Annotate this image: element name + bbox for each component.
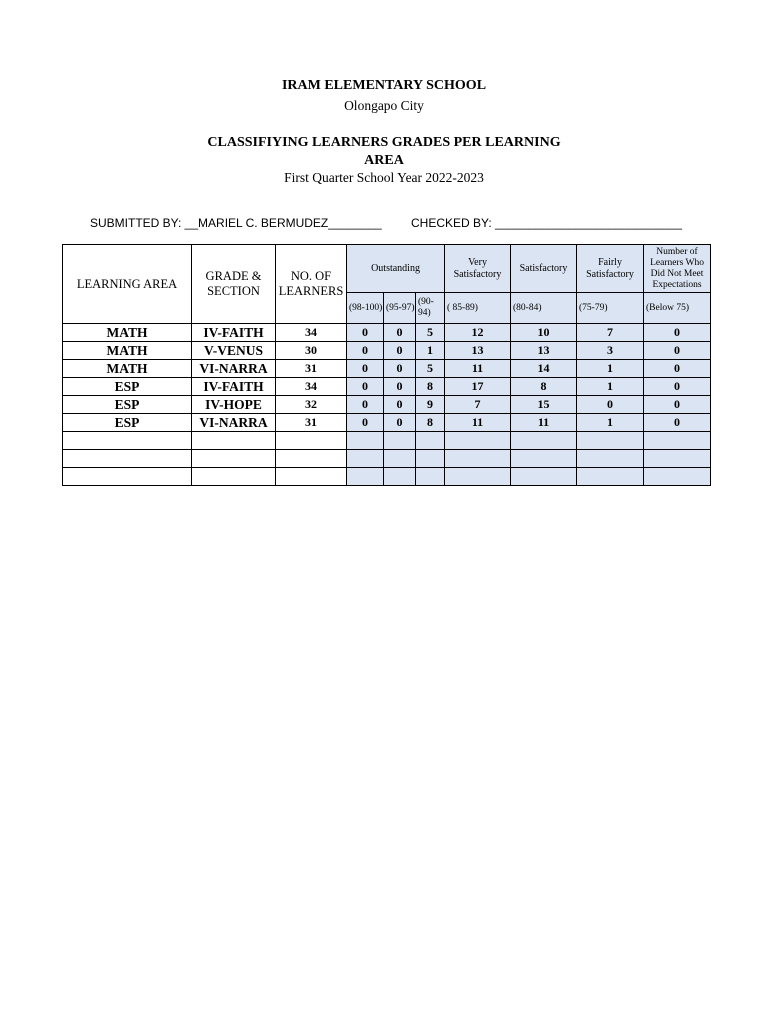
- empty-table-row: [63, 432, 711, 450]
- satisfactory-cell: 10: [511, 324, 577, 342]
- grade-section-cell: VI-NARRA: [192, 414, 276, 432]
- range-below-75: (Below 75): [644, 293, 711, 324]
- grade-section-cell: IV-FAITH: [192, 324, 276, 342]
- empty-cell: [347, 432, 384, 450]
- empty-cell: [416, 450, 445, 468]
- very-satisfactory-cell: 17: [445, 378, 511, 396]
- learning-area-cell: ESP: [63, 396, 192, 414]
- empty-cell: [276, 432, 347, 450]
- range-85-89: ( 85-89): [445, 293, 511, 324]
- empty-table-row: [63, 468, 711, 486]
- empty-cell: [63, 432, 192, 450]
- empty-cell: [577, 432, 644, 450]
- learning-area-cell: ESP: [63, 378, 192, 396]
- empty-cell: [511, 432, 577, 450]
- empty-cell: [445, 468, 511, 486]
- empty-cell: [347, 468, 384, 486]
- learners-cell: 34: [276, 378, 347, 396]
- did-not-meet-cell: 0: [644, 396, 711, 414]
- outstanding-95-97-cell: 0: [384, 324, 416, 342]
- grades-table: [62, 244, 711, 486]
- did-not-meet-cell: 0: [644, 360, 711, 378]
- range-75-79: (75-79): [577, 293, 644, 324]
- header-grade-section: GRADE & SECTION: [192, 245, 276, 324]
- empty-cell: [511, 468, 577, 486]
- empty-cell: [416, 432, 445, 450]
- empty-cell: [347, 450, 384, 468]
- report-title-line2: AREA: [364, 153, 404, 168]
- outstanding-98-100-cell: 0: [347, 360, 384, 378]
- empty-cell: [384, 450, 416, 468]
- table-row: [63, 414, 711, 432]
- did-not-meet-cell: 0: [644, 324, 711, 342]
- learning-area-cell: MATH: [63, 360, 192, 378]
- outstanding-90-94-cell: 8: [416, 414, 445, 432]
- outstanding-98-100-cell: 0: [347, 414, 384, 432]
- range-98-100: (98-100): [347, 293, 384, 324]
- outstanding-95-97-cell: 0: [384, 396, 416, 414]
- outstanding-95-97-cell: 0: [384, 360, 416, 378]
- school-city: Olongapo City: [344, 98, 424, 113]
- grade-section-cell: V-VENUS: [192, 342, 276, 360]
- empty-cell: [384, 468, 416, 486]
- very-satisfactory-cell: 7: [445, 396, 511, 414]
- empty-cell: [276, 468, 347, 486]
- satisfactory-cell: 11: [511, 414, 577, 432]
- fairly-satisfactory-cell: 1: [577, 414, 644, 432]
- grade-section-cell: VI-NARRA: [192, 360, 276, 378]
- school-name: IRAM ELEMENTARY SCHOOL: [281, 78, 487, 93]
- very-satisfactory-cell: 13: [445, 342, 511, 360]
- empty-cell: [577, 450, 644, 468]
- outstanding-90-94-cell: 5: [416, 324, 445, 342]
- did-not-meet-cell: 0: [644, 342, 711, 360]
- table-body: [63, 324, 711, 486]
- very-satisfactory-cell: 11: [445, 360, 511, 378]
- learning-area-cell: ESP: [63, 414, 192, 432]
- outstanding-90-94-cell: 5: [416, 360, 445, 378]
- outstanding-90-94-cell: 8: [416, 378, 445, 396]
- empty-cell: [644, 450, 711, 468]
- empty-cell: [445, 432, 511, 450]
- header-did-not-meet: Number of Learners Who Did Not Meet Expectations: [644, 245, 711, 293]
- learners-cell: 34: [276, 324, 347, 342]
- fairly-satisfactory-cell: 0: [577, 396, 644, 414]
- satisfactory-cell: 8: [511, 378, 577, 396]
- grade-section-cell: IV-HOPE: [192, 396, 276, 414]
- empty-cell: [511, 450, 577, 468]
- empty-cell: [577, 468, 644, 486]
- learning-area-cell: MATH: [63, 324, 192, 342]
- report-title-line1: CLASSIFIYING LEARNERS GRADES PER LEARNING: [207, 135, 561, 150]
- fairly-satisfactory-cell: 7: [577, 324, 644, 342]
- satisfactory-cell: 15: [511, 396, 577, 414]
- very-satisfactory-cell: 12: [445, 324, 511, 342]
- outstanding-98-100-cell: 0: [347, 396, 384, 414]
- table-row: [63, 378, 711, 396]
- outstanding-90-94-cell: 1: [416, 342, 445, 360]
- did-not-meet-cell: 0: [644, 414, 711, 432]
- fairly-satisfactory-cell: 3: [577, 342, 644, 360]
- table-row: [63, 360, 711, 378]
- empty-cell: [63, 450, 192, 468]
- table-row: [63, 324, 711, 342]
- empty-cell: [192, 432, 276, 450]
- learners-cell: 30: [276, 342, 347, 360]
- empty-cell: [276, 450, 347, 468]
- very-satisfactory-cell: 11: [445, 414, 511, 432]
- empty-cell: [192, 468, 276, 486]
- signature-row: [90, 216, 682, 230]
- header-very-satisfactory: Very Satisfactory: [445, 245, 511, 293]
- outstanding-95-97-cell: 0: [384, 378, 416, 396]
- outstanding-95-97-cell: 0: [384, 342, 416, 360]
- range-95-97: (95-97): [384, 293, 416, 324]
- grade-section-cell: IV-FAITH: [192, 378, 276, 396]
- header-learning-area: LEARNING AREA: [63, 245, 192, 324]
- learners-cell: 31: [276, 360, 347, 378]
- outstanding-98-100-cell: 0: [347, 378, 384, 396]
- satisfactory-cell: 14: [511, 360, 577, 378]
- empty-cell: [644, 468, 711, 486]
- range-80-84: (80-84): [511, 293, 577, 324]
- outstanding-95-97-cell: 0: [384, 414, 416, 432]
- table-row: [63, 342, 711, 360]
- outstanding-90-94-cell: 9: [416, 396, 445, 414]
- learners-cell: 31: [276, 414, 347, 432]
- did-not-meet-cell: 0: [644, 378, 711, 396]
- outstanding-98-100-cell: 0: [347, 324, 384, 342]
- empty-cell: [445, 450, 511, 468]
- checked-by: CHECKED BY: ____________________________: [411, 216, 682, 230]
- empty-table-row: [63, 450, 711, 468]
- satisfactory-cell: 13: [511, 342, 577, 360]
- fairly-satisfactory-cell: 1: [577, 378, 644, 396]
- learning-area-cell: MATH: [63, 342, 192, 360]
- report-quarter: First Quarter School Year 2022-2023: [284, 170, 484, 185]
- header-row-1: [63, 245, 711, 293]
- empty-cell: [384, 432, 416, 450]
- empty-cell: [416, 468, 445, 486]
- header-learners: NO. OF LEARNERS: [276, 245, 347, 324]
- empty-cell: [644, 432, 711, 450]
- outstanding-98-100-cell: 0: [347, 342, 384, 360]
- header-outstanding: Outstanding: [347, 245, 445, 293]
- header-fairly-satisfactory: Fairly Satisfactory: [577, 245, 644, 293]
- empty-cell: [192, 450, 276, 468]
- empty-cell: [63, 468, 192, 486]
- header-satisfactory: Satisfactory: [511, 245, 577, 293]
- submitted-by: SUBMITTED BY: __MARIEL C. BERMUDEZ________: [90, 216, 382, 230]
- range-90-94: (90-94): [416, 293, 445, 324]
- learners-cell: 32: [276, 396, 347, 414]
- fairly-satisfactory-cell: 1: [577, 360, 644, 378]
- table-row: [63, 396, 711, 414]
